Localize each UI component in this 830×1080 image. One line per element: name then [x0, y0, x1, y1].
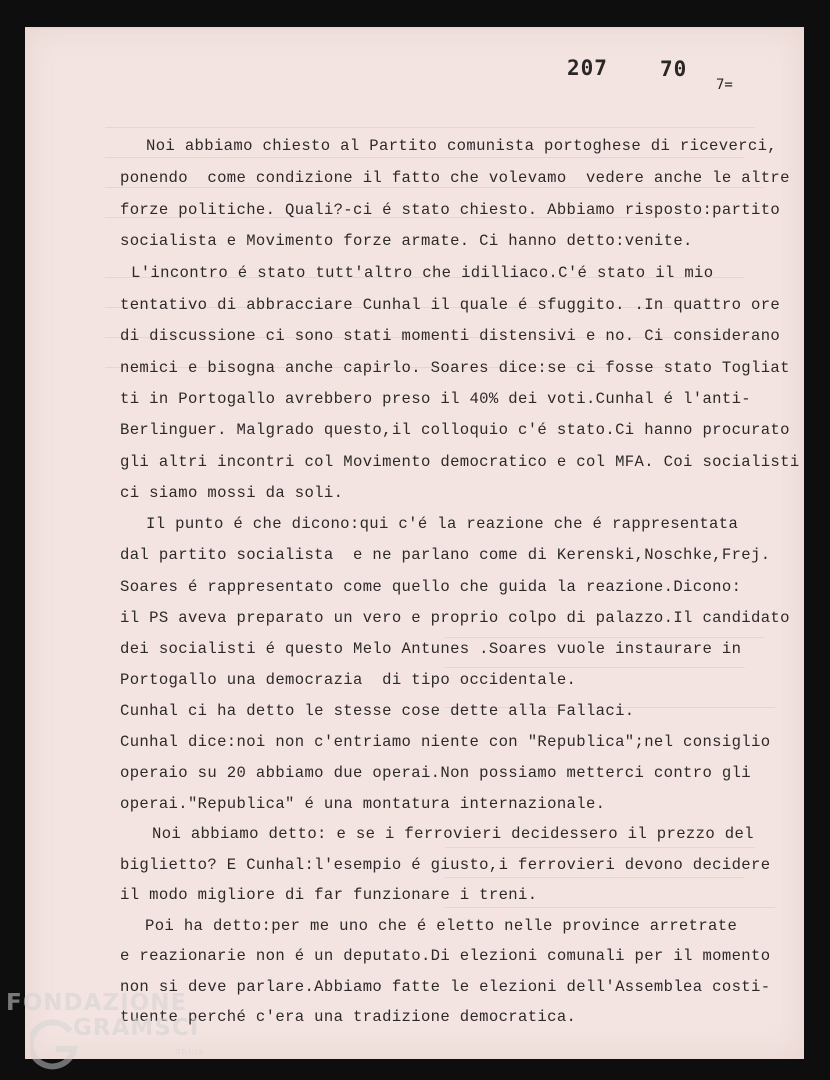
- text-line: ponendo come condizione il fatto che volevamo vedere anche le altre: [120, 169, 790, 187]
- text-line: Noi abbiamo chiesto al Partito comunista portoghese di riceverci,: [146, 137, 778, 155]
- text-line: operai."Republica" é una montatura internazionale.: [120, 795, 606, 813]
- text-line: ti in Portogallo avrebbero preso il 40% dei voti.Cunhal é l'anti-: [120, 390, 752, 408]
- gramsci-logo-icon: [30, 1019, 78, 1073]
- text-line: socialista e Movimento forze armate. Ci hanno detto:venite.: [120, 232, 693, 250]
- watermark-line-2: GRAMSCI: [73, 1015, 200, 1041]
- text-line: Poi ha detto:per me uno che é eletto nelle province arretrate: [145, 917, 738, 935]
- text-line: dal partito socialista e ne parlano come di Kerenski,Noschke,Frej.: [120, 546, 771, 564]
- text-line: ci siamo mossi da soli.: [120, 484, 344, 502]
- sheet-number: 7=: [716, 77, 733, 93]
- text-line: dei socialisti é questo Melo Antunes .Soares vuole instaurare in: [120, 640, 742, 658]
- text-line: Cunhal ci ha detto le stesse cose dette alla Fallaci.: [120, 702, 635, 720]
- text-line: operaio su 20 abbiamo due operai.Non possiamo metterci contro gli: [120, 764, 752, 782]
- text-line: forze politiche. Quali?-ci é stato chiesto. Abbiamo risposto:partito: [120, 201, 781, 219]
- text-line: tentativo di abbracciare Cunhal il quale é sfuggito. .In quattro ore: [120, 296, 781, 314]
- text-line: Berlinguer. Malgrado questo,il colloquio c'é stato.Ci hanno procurato: [120, 421, 790, 439]
- text-line: di discussione ci sono stati momenti distensivi e no. Ci considerano: [120, 327, 781, 345]
- text-line: L'incontro é stato tutt'altro che idilliaco.C'é stato il mio: [131, 264, 714, 282]
- text-line: biglietto? E Cunhal:l'esempio é giusto,i ferrovieri devono decidere: [120, 856, 771, 874]
- text-line: Il punto é che dicono:qui c'é la reazione che é rappresentata: [146, 515, 739, 533]
- text-line: Portogallo una democrazia di tipo occidentale.: [120, 671, 577, 689]
- text-line: il PS aveva preparato un vero e proprio colpo di palazzo.Il candidato: [120, 609, 790, 627]
- text-line: tuente perché c'era una tradizione democratica.: [120, 1008, 577, 1026]
- text-line: gli altri incontri col Movimento democratico e col MFA. Coi socialisti: [120, 453, 800, 471]
- text-line: non si deve parlare.Abbiamo fatte le elezioni dell'Assemblea costi-: [120, 978, 771, 996]
- page-number: 70: [660, 57, 688, 81]
- text-line: Soares é rappresentato come quello che guida la reazione.Dicono:: [120, 578, 742, 596]
- page-top-edge: [25, 27, 804, 29]
- fondazione-gramsci-watermark: [0, 985, 260, 1080]
- text-line: Noi abbiamo detto: e se i ferrovieri decidessero il prezzo del: [152, 825, 754, 843]
- text-line: Cunhal dice:noi non c'entriamo niente con "Republica";nel consiglio: [120, 733, 771, 751]
- watermark-line-1: FONDAZIONE: [6, 990, 188, 1016]
- text-line: e reazionarie non é un deputato.Di elezioni comunali per il momento: [120, 947, 771, 965]
- watermark-line-3: onlus: [175, 1047, 205, 1057]
- text-line: nemici e bisogna anche capirlo. Soares dice:se ci fosse stato Togliat: [120, 359, 790, 377]
- document-number: 207: [567, 56, 608, 80]
- text-line: il modo migliore di far funzionare i treni.: [120, 886, 538, 904]
